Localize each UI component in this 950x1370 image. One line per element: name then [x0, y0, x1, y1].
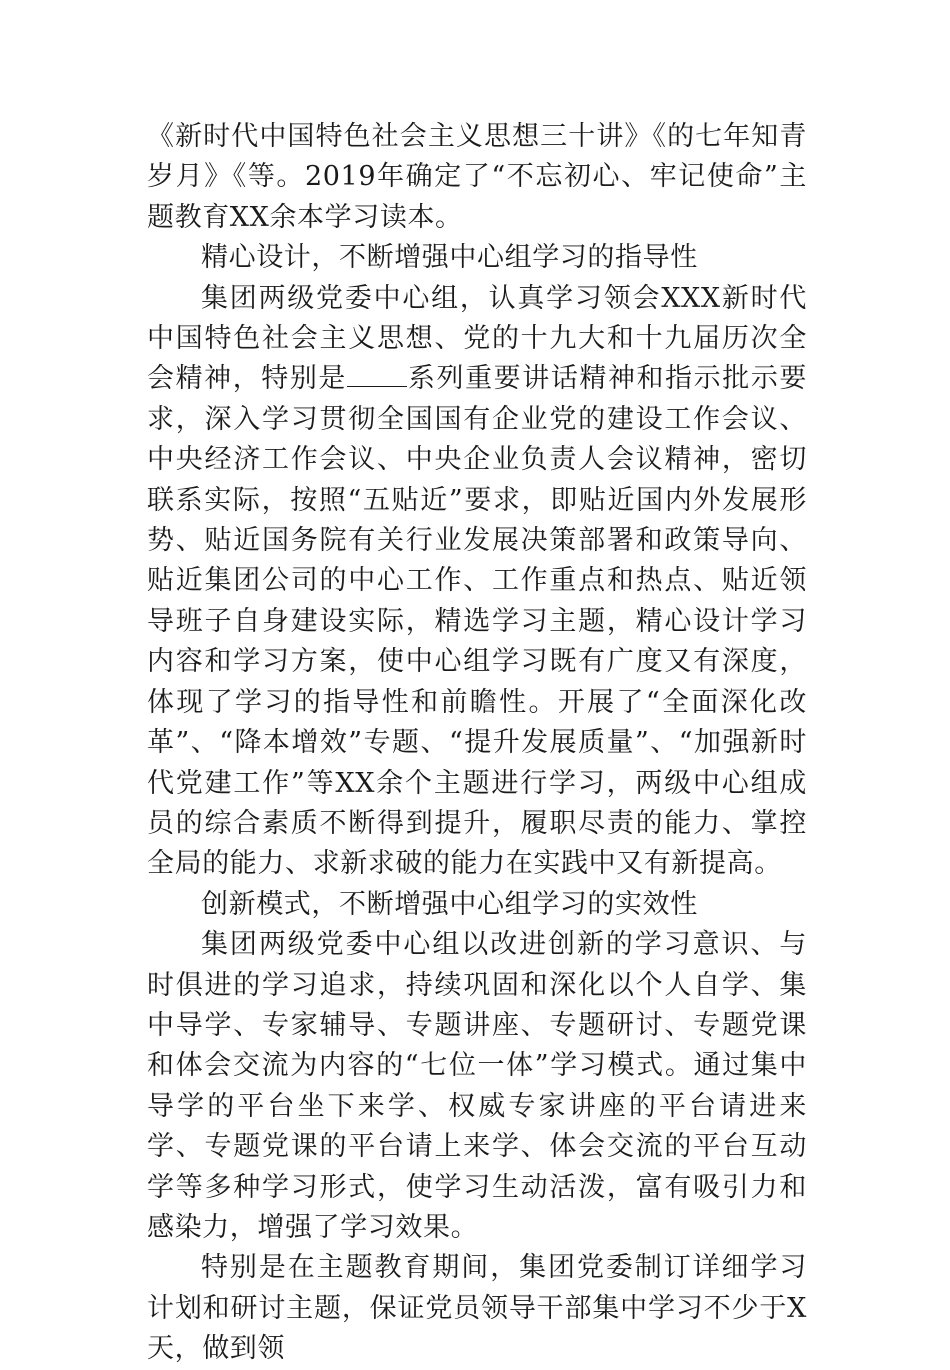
document-page — [147, 117, 807, 1370]
section-heading-design: 精心设计，不断增强中心组学习的指导性 — [201, 242, 698, 274]
paragraph-design — [147, 279, 807, 885]
paragraph-innovate: 集团两级党委中心组以改进创新的学习意识、与时俱进的学习追求，持续巩固和深化以个人自学、集中导学、专家辅导、专题讲座、专题研讨、专题党课和体会交流为内容的“七位一体”学习模式。通过集中导学的平台坐下来学、权威专家讲座的平台请进来学、专题党课的平台请上来学、体会交流的平台互动学等多种学习形式，使学习生动活泼，富有吸引力和感染力，增强了学习效果。 — [147, 929, 807, 1243]
paragraph-special: 特别是在主题教育期间，集团党委制订详细学习计划和研讨主题，保证党员领导干部集中学习不少于X天，做到领 — [147, 1252, 807, 1365]
section-heading-innovate: 创新模式，不断增强中心组学习的实效性 — [201, 888, 698, 920]
paragraph-design-part1: 集团两级党委中心组，认真学习领会XXX新时代中国特色社会主义思想、党的十九大和十九届历次全会精神，特别是 — [147, 282, 807, 395]
paragraph-design-part2: 系列重要讲话精神和指示批示要求，深入学习贯彻全国国有企业党的建设工作会议、中央经济工作会议、中央企业负责人会议精神，密切联系实际，按照“五贴近”要求，即贴近国内外发展形势、贴近国务院有关行业发展决策部署和政策导向、贴近集团公司的中心工作、工作重点和热点、贴近领导班子自身建设实际，精选学习主题，精心设计学习内容和学习方案，使中心组学习既有广度又有深度，体现了学习的指导性和前瞻性。开展了“全面深化改革”、“降本增效”专题、“提升发展质量”、“加强新时代党建工作”等XX余个主题进行学习，两级中心组成员的综合素质不断得到提升，履职尽责的能力、掌控全局的能力、求新求破的能力在实践中又有新提高。 — [147, 363, 807, 880]
blank-underline — [347, 362, 407, 387]
paragraph-intro: 《新时代中国特色社会主义思想三十讲》《的七年知青岁月》《等。2019年确定了“不忘初心、牢记使命”主题教育XX余本学习读本。 — [147, 121, 807, 233]
